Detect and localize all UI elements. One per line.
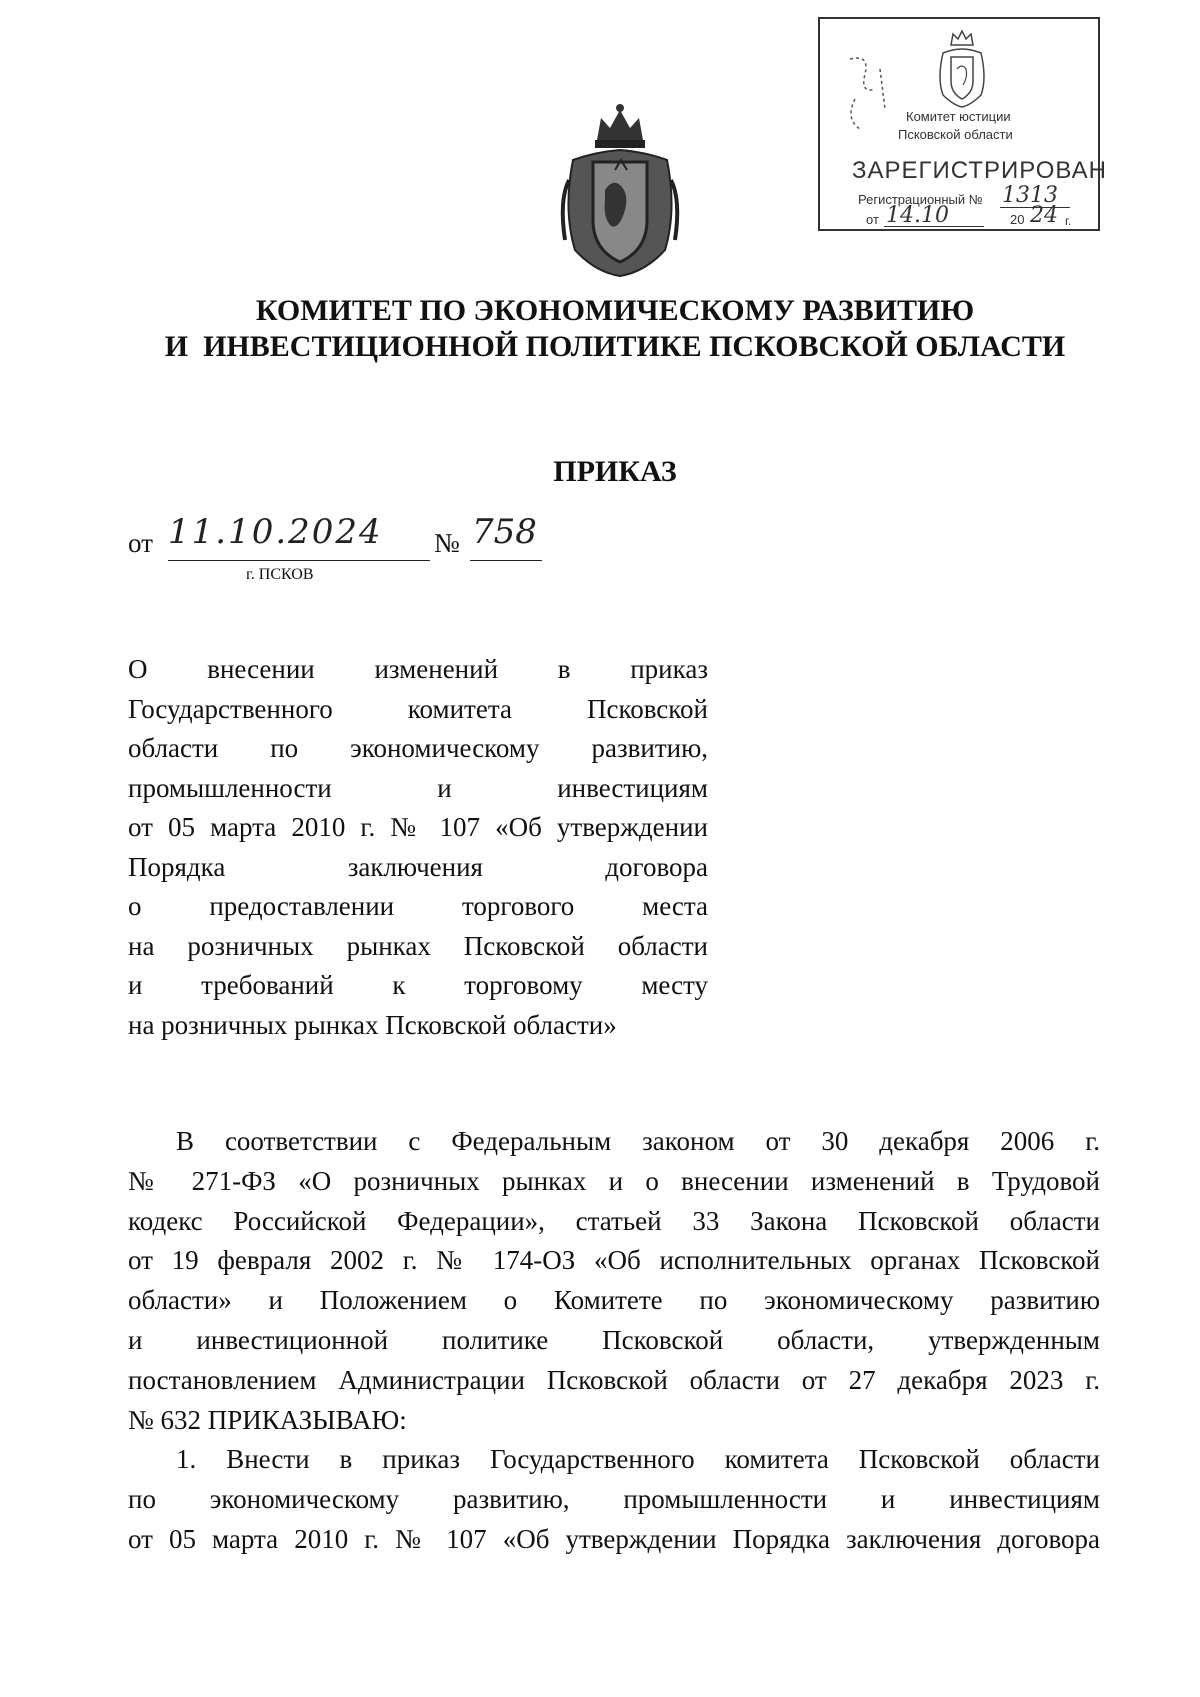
body-line: 1. Внести в приказ Государственного комитета Псковской области — [176, 1444, 1100, 1475]
subject-line: от 05 марта 2010 г. № 107 «Об утверждении — [128, 812, 708, 842]
body-line: постановлением Администрации Псковской области от 27 декабря 2023 г. — [128, 1364, 1100, 1395]
document-body — [128, 1122, 1100, 1560]
date-underline — [168, 560, 430, 561]
document-meta — [128, 512, 728, 588]
number-underline — [470, 560, 542, 561]
subject-line: О внесении изменений в приказ — [128, 654, 708, 684]
stamp-year-value: 24 — [1030, 203, 1058, 228]
stamp-number-value: 1313 — [1002, 183, 1058, 208]
subject-line: и требований к торговому месту — [128, 970, 708, 1000]
body-line: кодекс Российской Федерации», статьей 33 Закона Псковской области — [128, 1205, 1100, 1236]
coat-of-arms-icon — [555, 100, 685, 280]
subject-line: на розничных рынках Псковской области — [128, 930, 708, 961]
body-line: от 05 марта 2010 г. № 107 «Об утверждении Порядка заключения договора — [128, 1523, 1100, 1554]
body-line: по экономическому развитию, промышленности и инвестициям — [128, 1484, 1100, 1515]
subject-line: о предоставлении торгового места — [128, 891, 708, 921]
stamp-date-line — [884, 226, 984, 227]
body-line: № 632 ПРИКАЗЫВАЮ: — [128, 1404, 407, 1435]
stamp-number-label: Регистрационный № — [858, 192, 983, 207]
organization-title — [120, 293, 1110, 365]
subject-line: на розничных рынках Псковской области» — [128, 1009, 617, 1040]
stamp-emblem-icon — [933, 29, 991, 109]
body-line: и инвестиционной политике Псковской области, утвержденным — [128, 1324, 1100, 1355]
stamp-line-1: Комитет юстиции — [906, 109, 1011, 124]
stamp-year-suffix: г. — [1065, 214, 1072, 228]
organization-title-line-2: И ИНВЕСТИЦИОННОЙ ПОЛИТИКЕ ПСКОВСКОЙ ОБЛАСТИ — [164, 330, 1066, 363]
body-line: № 271-ФЗ «О розничных рынках и о внесении изменений в Трудовой — [128, 1165, 1100, 1196]
body-line: области» и Положением о Комитете по экономическому развитию — [128, 1285, 1100, 1316]
body-line: от 19 февраля 2002 г. № 174-ОЗ «Об исполнительных органах Псковской — [128, 1245, 1100, 1276]
registration-stamp — [818, 17, 1107, 231]
body-line: В соответствии с Федеральным законом от 30 декабря 2006 г. — [176, 1126, 1100, 1156]
date-from-label: от — [128, 528, 153, 558]
document-subject — [128, 650, 708, 1045]
subject-line: Государственного комитета Псковской — [128, 693, 708, 724]
subject-line: промышленности и инвестициям — [128, 772, 708, 803]
stamp-from-label: от — [866, 212, 879, 227]
organization-title-line-1: КОМИТЕТ ПО ЭКОНОМИЧЕСКОМУ РАЗВИТИЮ — [255, 294, 975, 327]
number-label: № — [434, 528, 460, 558]
document-type: ПРИКАЗ — [553, 455, 677, 488]
stamp-status: ЗАРЕГИСТРИРОВАН — [852, 157, 1107, 184]
document-number: 758 — [472, 512, 537, 552]
stamp-line-2: Псковской области — [898, 127, 1013, 142]
subject-line: Порядка заключения договора — [128, 851, 708, 882]
document-city: г. ПСКОВ — [246, 566, 314, 583]
stamp-date-value: 14.10 — [886, 203, 949, 228]
signature-icon — [840, 49, 900, 139]
stamp-year-prefix: 20 — [1010, 212, 1025, 227]
document-date: 11.10.2024 — [168, 512, 383, 552]
subject-line: области по экономическому развитию, — [128, 733, 708, 763]
